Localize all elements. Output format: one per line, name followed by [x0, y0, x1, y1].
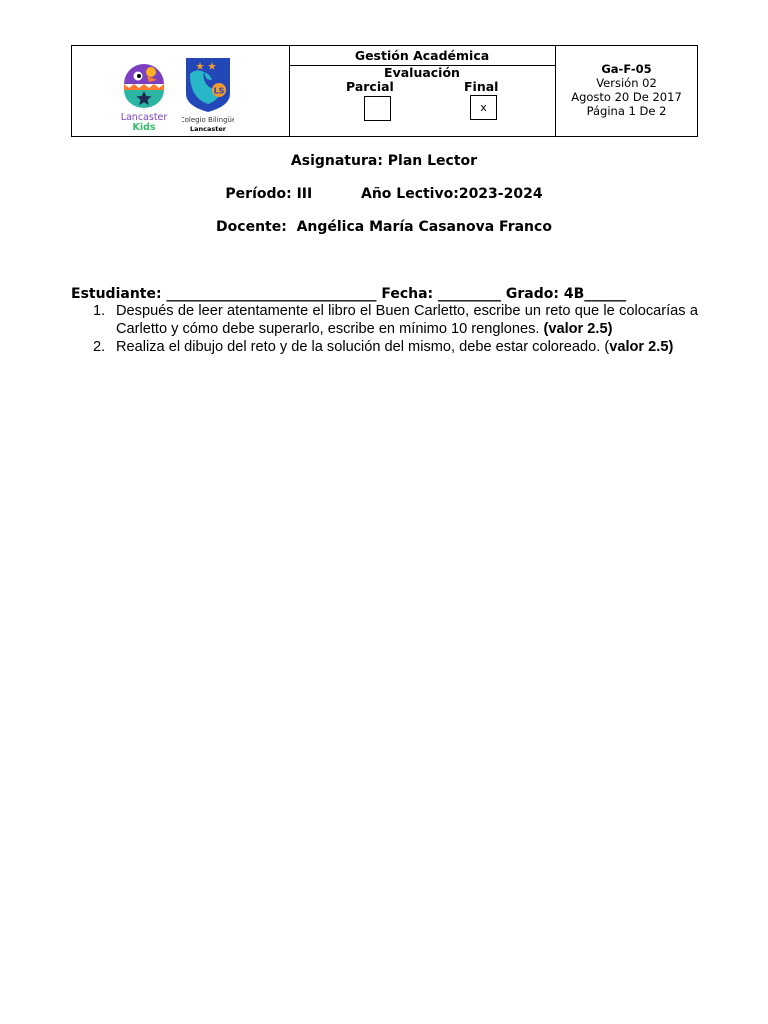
logos-cell [72, 46, 290, 136]
teacher-line: Docente: Angélica María Casanova Franco [216, 219, 552, 235]
question-number: 1. [93, 303, 106, 319]
option-final-checkbox[interactable]: x [470, 95, 497, 120]
evaluation-cell [289, 46, 556, 136]
kids-logo-line2: Kids [132, 122, 156, 133]
doc-code: Ga-F-05 [601, 62, 652, 76]
period-text: Período: III [225, 186, 313, 202]
doc-date: Agosto 20 De 2017 [571, 90, 682, 104]
question-text: Después de leer atentamente el libro el Buen Carletto, escribe un reto que le colocarías a Carletto y cómo debe superarlo, escribe en mínimo 10 renglones. [116, 303, 698, 337]
option-final-label: Final [464, 79, 499, 94]
doc-page: Página 1 De 2 [586, 104, 667, 118]
school-logo-line2: Lancaster [190, 125, 226, 133]
questions-list [71, 302, 698, 356]
subject-line: Asignatura: Plan Lector [290, 153, 478, 169]
question-item [71, 338, 698, 356]
period-year-line [0, 185, 768, 203]
doc-version: Versión 02 [596, 76, 657, 90]
question-text: Realiza el dibujo del reto y de la solución del mismo, debe estar coloreado. ( [116, 339, 610, 355]
header-title: Gestión Académica [289, 46, 555, 66]
lancaster-kids-logo [117, 58, 171, 134]
option-parcial-checkbox[interactable] [364, 96, 391, 121]
header-table [71, 45, 698, 137]
question-item [71, 302, 698, 338]
school-badge-text: LS [213, 86, 225, 96]
question-value: valor 2.5) [609, 339, 674, 355]
student-line: Estudiante: ______________________________ Fecha: _________ Grado: 4B______ [71, 286, 627, 302]
document-control-text [556, 62, 697, 118]
school-logo-line1: Colegio Bilingüe [182, 116, 234, 124]
evaluation-label: Evaluación [384, 65, 460, 80]
option-parcial-label: Parcial [346, 79, 394, 94]
question-number: 2. [93, 339, 106, 355]
question-value: (valor 2.5) [543, 321, 613, 337]
year-text: Año Lectivo:2023-2024 [360, 186, 543, 202]
document-control-cell [556, 46, 697, 136]
kids-logo-line1: Lancaster [120, 112, 168, 123]
lancaster-school-logo [182, 56, 234, 134]
